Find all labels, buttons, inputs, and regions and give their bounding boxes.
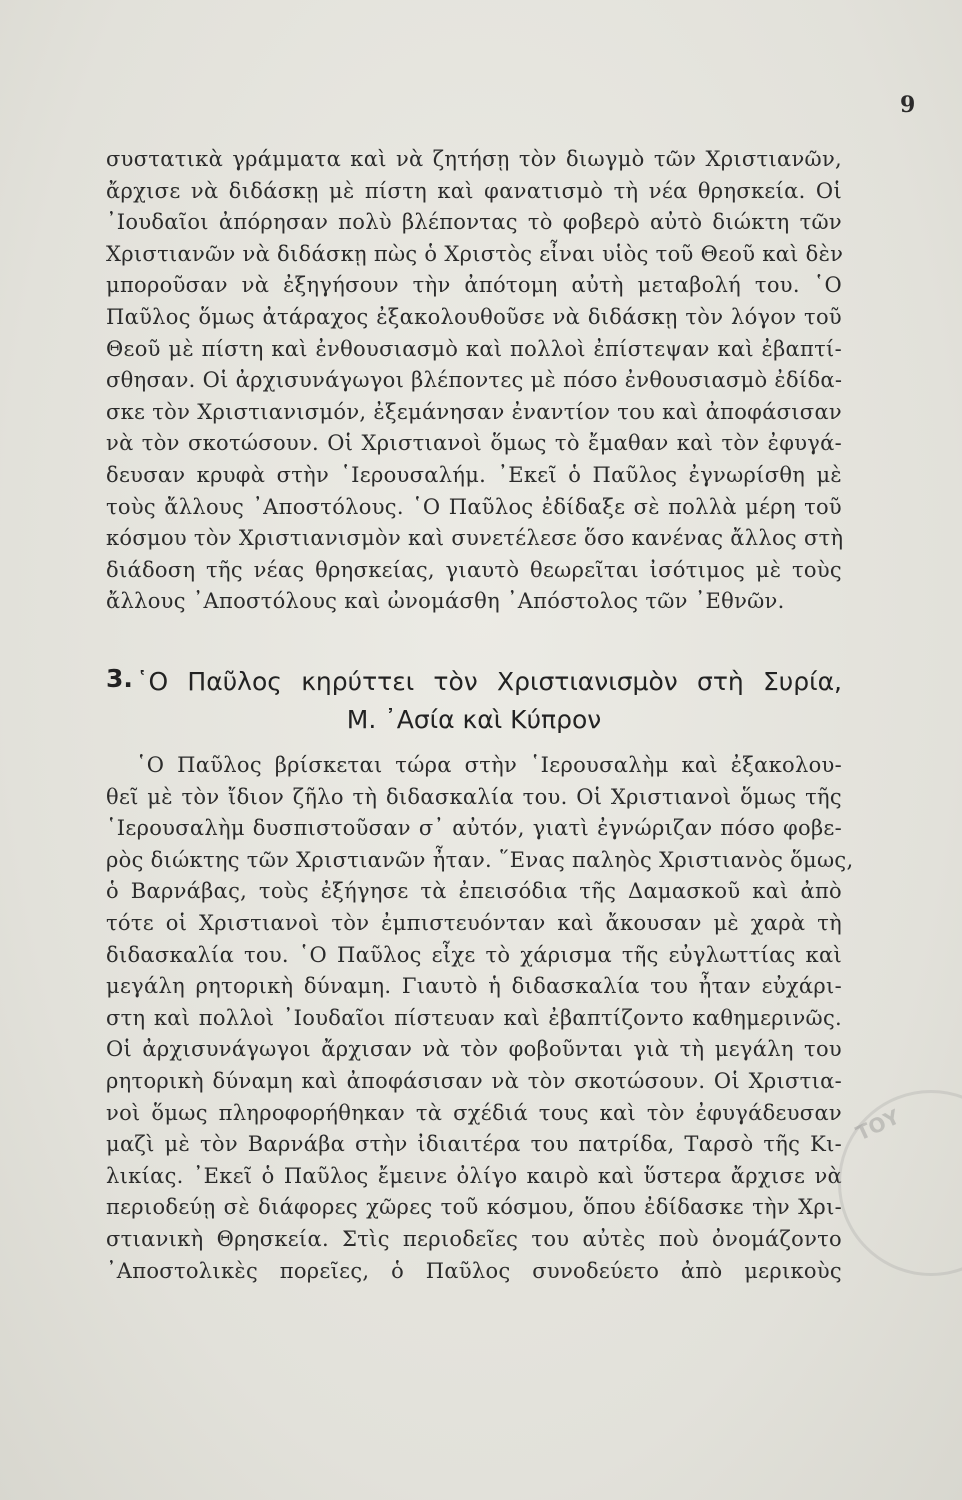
text-line: μαζὶ μὲ τὸν Βαρνάβα στὴν ἰδιαιτέρα του πατρίδα, Ταρσὸ τῆς Κι- — [106, 1132, 842, 1157]
text-line: συστατικὰ γράμματα καὶ νὰ ζητήσῃ τὸν διωγμὸ τῶν Χριστιανῶν, — [106, 147, 842, 171]
page-number: 9 — [900, 92, 916, 118]
text-line: μεγάλη ρητορικὴ δύναμη. Γιαυτὸ ἡ διδασκαλία του ἦταν εὐχάρι- — [106, 974, 842, 999]
text-line: νοὶ ὅμως πληροφορήθηκαν τὰ σχέδιά τους καὶ τὸν ἐφυγάδευσαν — [106, 1100, 842, 1125]
text-line: στιανικὴ Θρησκεία. Στὶς περιοδεῖες του αὐτὲς ποὺ ὀνομάζοντο — [106, 1226, 842, 1251]
text-line: Παῦλος ὅμως ἀτάραχος ἐξακολουθοῦσε νὰ διδάσκῃ τὸν λόγον τοῦ — [106, 304, 842, 329]
text-line: θεῖ μὲ τὸν ἴδιον ζῆλο τὴ διδασκαλία του. Οἱ Χριστιανοὶ ὅμως τῆς — [106, 784, 842, 809]
text-line: μποροῦσαν νὰ ἐξηγήσουν τὴν ἀπότομη αὐτὴ μεταβολή του. ῾Ο — [106, 273, 842, 298]
text-line: ἄρχισε νὰ διδάσκῃ μὲ πίστη καὶ φανατισμὸ τὴ νέα θρησκεία. Οἱ — [106, 178, 842, 203]
text-line: σκε τὸν Χριστιανισμόν, ἐξεμάνησαν ἐναντίον του καὶ ἀποφάσισαν — [106, 399, 842, 424]
library-stamp — [838, 1090, 962, 1276]
stamp-text: ΤΟΥ — [852, 1104, 904, 1146]
text-line: περιοδεύῃ σὲ διάφορες χῶρες τοῦ κόσμου, ὅπου ἐδίδασκε τὴν Χρι- — [106, 1195, 842, 1220]
text-line: κόσμου τὸν Χριστιανισμὸν καὶ συνετέλεσε ὅσο κανένας ἄλλος στὴ — [106, 526, 844, 551]
text-line: διδασκαλία του. ῾Ο Παῦλος εἶχε τὸ χάρισμα τῆς εὐγλωττίας καὶ — [106, 942, 842, 967]
text-line: ἄλλους ᾿Αποστόλους καὶ ὠνομάσθη ᾿Απόστολος τῶν ᾿Εθνῶν. — [106, 589, 785, 614]
text-line: ὁ Βαρνάβας, τοὺς ἐξήγησε τὰ ἐπεισόδια τῆς Δαμασκοῦ καὶ ἀπὸ — [106, 879, 842, 904]
section-number: 3. — [106, 664, 133, 693]
text-line: λικίας. ᾿Εκεῖ ὁ Παῦλος ἔμεινε ὀλίγο καιρὸ καὶ ὕστερα ἄρχισε νὰ — [106, 1163, 842, 1188]
text-line: νὰ τὸν σκοτώσουν. Οἱ Χριστιανοὶ ὅμως τὸ ἔμαθαν καὶ τὸν ἐφυγά- — [106, 431, 842, 456]
paragraph-2 — [106, 750, 854, 1287]
text-line: ρὸς διώκτης τῶν Χριστιανῶν ἦταν. ῞Ενας παληὸς Χριστιανὸς ὅμως, — [106, 847, 854, 872]
text-line: ᾿Αποστολικὲς πορεῖες, ὁ Παῦλος συνοδεύετο ἀπὸ μερικοὺς — [106, 1258, 842, 1283]
text-line: ρητορικὴ δύναμη καὶ ἀποφάσισαν νὰ τὸν σκοτώσουν. Οἱ Χριστια- — [106, 1068, 842, 1093]
text-line: Οἱ ἀρχισυνάγωγοι ἄρχισαν νὰ τὸν φοβοῦνται γιὰ τὴ μεγάλη του — [106, 1037, 842, 1062]
text-line: διάδοση τῆς νέας θρησκείας, γιαυτὸ θεωρεῖται ἰσότιμος μὲ τοὺς — [106, 557, 842, 582]
section-title-line-1: ῾Ο Παῦλος κηρύττει τὸν Χριστιανισμὸν στὴ Συρία, — [136, 667, 842, 696]
section-title-line-2: Μ. ᾿Ασία καὶ Κύπρον — [346, 705, 602, 734]
text-line: τοὺς ἄλλους ᾿Αποστόλους. ῾Ο Παῦλος ἐδίδαξε σὲ πολλὰ μέρη τοῦ — [106, 494, 842, 519]
text-line: σθησαν. Οἱ ἀρχισυνάγωγοι βλέποντες μὲ πόσο ἐνθουσιασμὸ ἐδίδα- — [106, 368, 843, 393]
text-line: Θεοῦ μὲ πίστη καὶ ἐνθουσιασμὸ καὶ πολλοὶ ἐπίστεψαν καὶ ἐβαπτί- — [106, 336, 842, 361]
text-line: Χριστιανῶν νὰ διδάσκῃ πὼς ὁ Χριστὸς εἶναι υἱὸς τοῦ Θεοῦ καὶ δὲν — [106, 241, 844, 266]
text-line: τότε οἱ Χριστιανοὶ τὸν ἐμπιστευόνταν καὶ ἄκουσαν μὲ χαρὰ τὴ — [106, 910, 842, 935]
text-line: ᾿Ιουδαῖοι ἀπόρησαν πολὺ βλέποντας τὸ φοβερὸ αὐτὸ διώκτη τῶν — [106, 210, 842, 235]
paragraph-1 — [106, 144, 842, 618]
text-line: ῾Ιερουσαλὴμ δυσπιστοῦσαν σ᾿ αὐτόν, γιατὶ ἐγνώριζαν πόσο φοβε- — [106, 816, 842, 841]
text-line: δευσαν κρυφὰ στὴν ῾Ιερουσαλήμ. ᾿Εκεῖ ὁ Παῦλος ἐγνωρίσθη μὲ — [106, 462, 842, 487]
text-line: στη καὶ πολλοὶ ᾿Ιουδαῖοι πίστευαν καὶ ἐβαπτίζοντο καθημερινῶς. — [106, 1005, 842, 1030]
text-line: ῾Ο Παῦλος βρίσκεται τώρα στὴν ῾Ιερουσαλὴμ καὶ ἐξακολου- — [136, 753, 842, 777]
